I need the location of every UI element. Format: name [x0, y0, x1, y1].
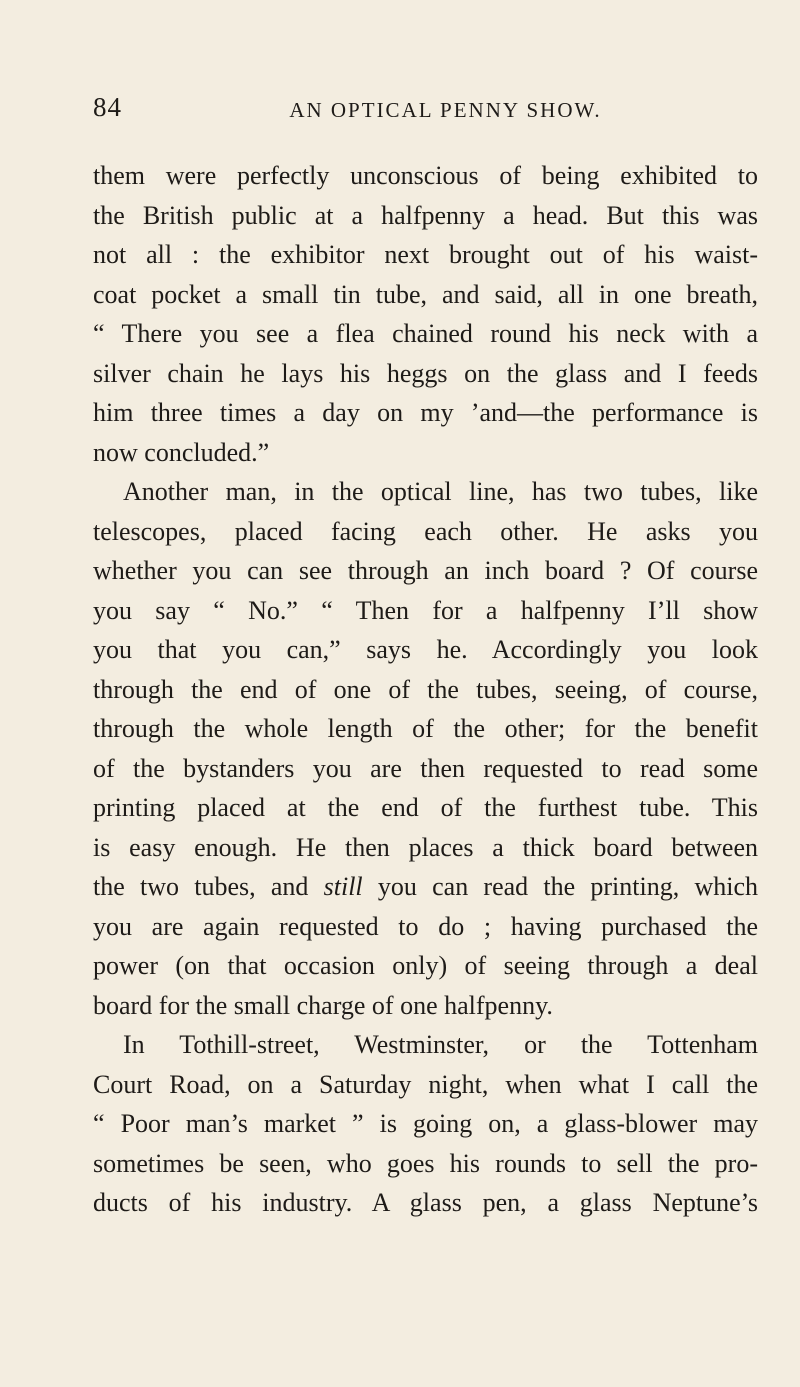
- running-title: AN OPTICAL PENNY SHOW.: [289, 98, 602, 122]
- text-line: of the bystanders you are then requested to read some: [93, 753, 758, 783]
- text-line: Court Road, on a Saturday night, when what I call the: [93, 1069, 758, 1099]
- page-number: 84: [93, 92, 122, 122]
- text-line: [93, 867, 758, 907]
- text-line: whether you can see through an inch board ? Of course: [93, 556, 758, 585]
- body-text: [93, 156, 758, 1223]
- page-header: [93, 92, 758, 132]
- text-line: “ There you see a flea chained round his neck with a: [93, 319, 758, 348]
- text-line: sometimes be seen, who goes his rounds to sell the pro-: [93, 1148, 758, 1178]
- text-line: him three times a day on my ’and—the performance is: [93, 398, 758, 427]
- text-line: Another man, in the optical line, has two tubes, like: [123, 477, 758, 506]
- text-line: not all : the exhibitor next brought out of his waist-: [93, 240, 758, 269]
- text-line: is easy enough. He then places a thick board between: [93, 832, 758, 862]
- text-line: through the end of one of the tubes, seeing, of course,: [93, 674, 758, 704]
- text-line: ducts of his industry. A glass pen, a glass Neptune’s: [93, 1188, 758, 1217]
- text-fragment: you can read the printing, which: [377, 872, 758, 901]
- text-line: coat pocket a small tin tube, and said, all in one breath,: [93, 279, 758, 309]
- text-line: the British public at a halfpenny a head. But this was: [93, 200, 758, 230]
- text-line: now concluded.”: [93, 437, 270, 467]
- text-line: power (on that occasion only) of seeing through a deal: [93, 951, 758, 980]
- text-line: printing placed at the end of the furthest tube. This: [93, 793, 758, 822]
- text-line: you say “ No.” “ Then for a halfpenny I’ll show: [93, 595, 758, 625]
- text-line: you that you can,” says he. Accordingly you look: [93, 635, 758, 664]
- text-fragment: the two tubes, and: [93, 872, 309, 901]
- text-line: telescopes, placed facing each other. He asks you: [93, 516, 758, 546]
- text-line: them were perfectly unconscious of being exhibited to: [93, 161, 758, 190]
- text-line: through the whole length of the other; for the benefit: [93, 714, 758, 743]
- italic-word: still: [323, 872, 363, 901]
- text-line: “ Poor man’s market ” is going on, a glass-blower may: [93, 1109, 758, 1138]
- text-line: In Tothill-street, Westminster, or the Tottenham: [123, 1030, 758, 1059]
- text-line: board for the small charge of one halfpenny.: [93, 990, 553, 1020]
- text-line: silver chain he lays his heggs on the glass and I feeds: [93, 358, 758, 388]
- text-line: you are again requested to do ; having purchased the: [93, 911, 758, 941]
